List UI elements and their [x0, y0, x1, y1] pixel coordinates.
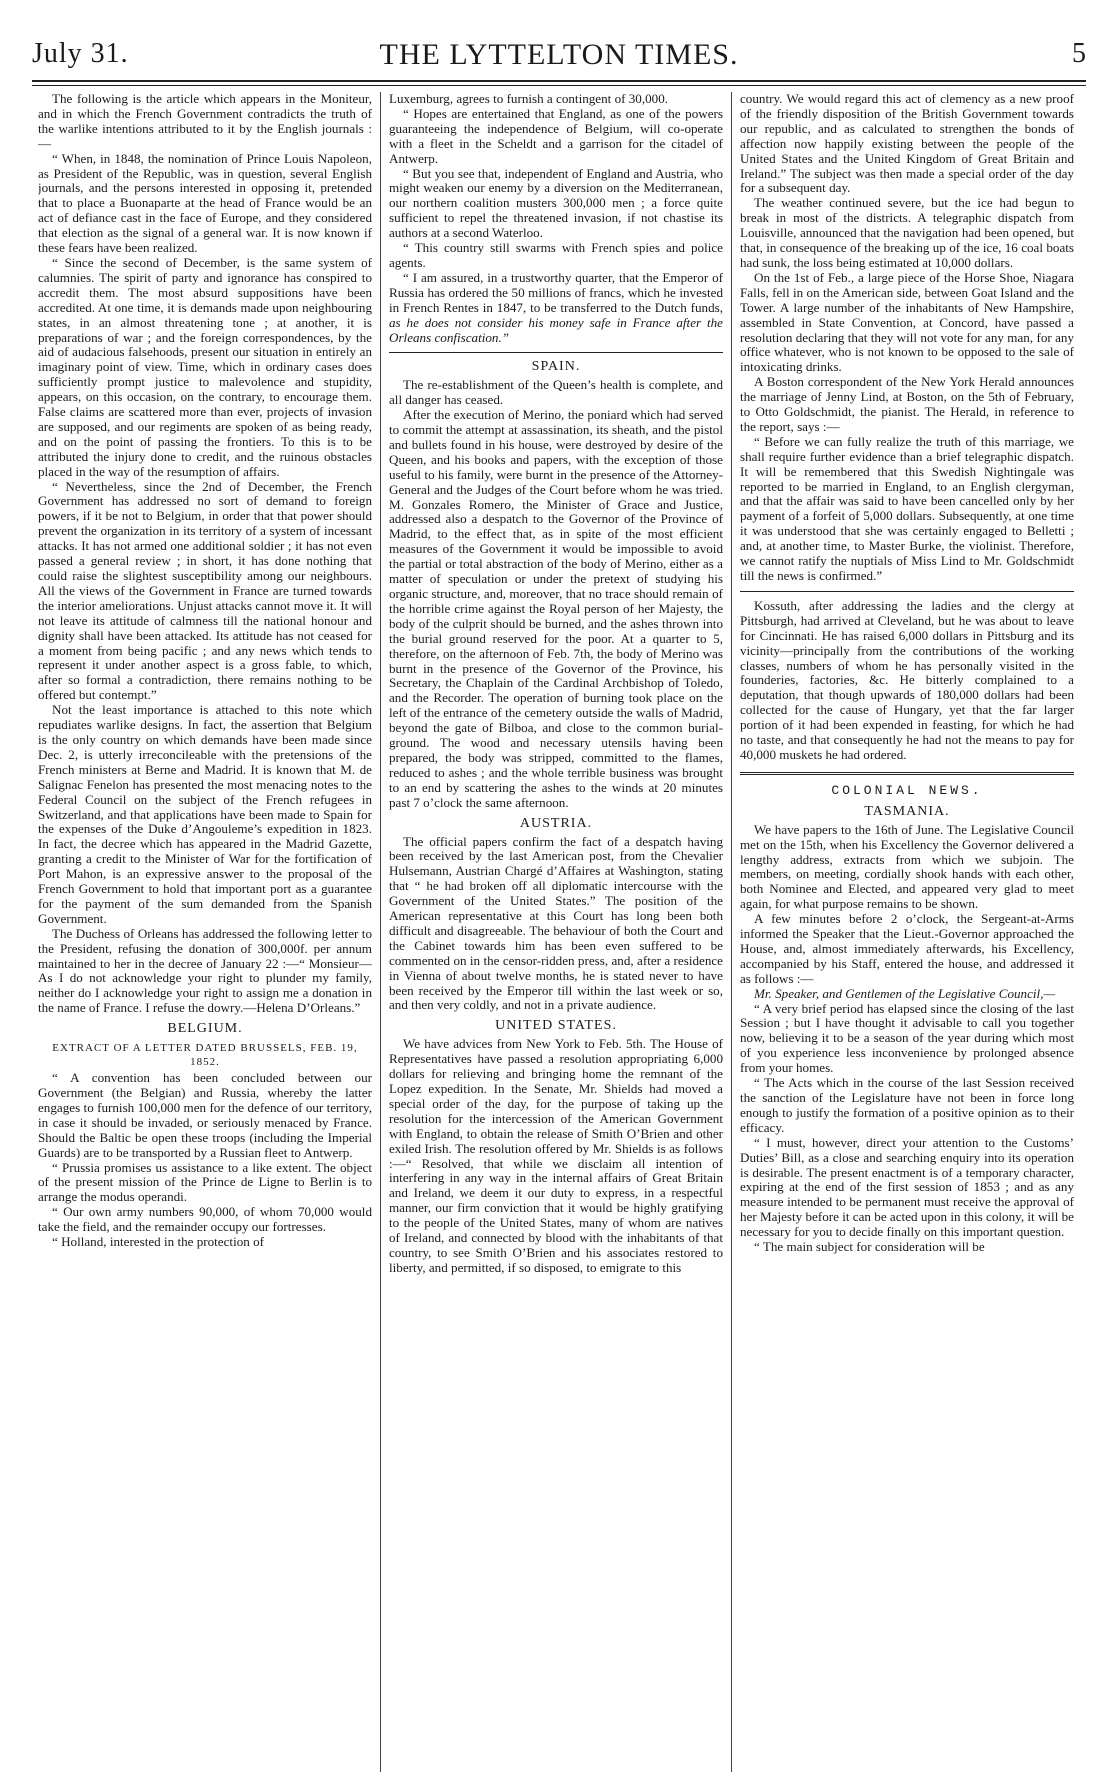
- paragraph: After the execution of Merino, the poniard which had served to commit the attempt at assassination, its sheath, and the pistol and bullets found in his house, were destroyed by desire of the Queen, and his books and papers, with the exception of those useful to his family, were burnt in the presence of the Attorney-General and the Judges of the Court before whom he was tried. M. Gonzales Romero, the Minister of Grace and Justice, addressed also a despatch to the Governor of the Province of Madrid, to the effect that, as in spite of the most efficient measures of the Government it would be impossible to avoid the partial or total abstraction of the body of Merino, either as a matter of speculation or under the pretext of studying his organic structure, and, moreover, that no trace should remain of the horrible crime against the Royal person of her Majesty, the body of the culprit should be burned, and the ashes thrown into the burial ground reserved for the poor. At a quarter to 5, therefore, on the afternoon of Feb. 7th, the body of Merino was burnt in the presence of the Governor of the Province, his Secretary, the Chaplain of the Cardinal Archbishop of Toledo, and the Recorder. The operation of burning took place on the left of the entrance of the cemetery outside the walls of Madrid, beyond the gate of Bilboa, and close to the common burial-ground. The wood and necessary utensils having been prepared, the body was stripped, committed to the flames, reduced to ashes ; and the whole terrible business was brought to an end by scattering the ashes to the winds at 20 minutes past 7 o’clock the same afternoon.: [389, 407, 723, 810]
- section-subheading: EXTRACT OF A LETTER DATED BRUSSELS, FEB. 19, 1852.: [52, 1042, 358, 1069]
- paragraph: A Boston correspondent of the New York Herald announces the marriage of Jenny Lind, at Boston, on the 5th of February, to Otto Goldschmidt, the pianist. The Herald, in reference to the report, says :—: [740, 374, 1074, 434]
- issue-date: July 31.: [32, 38, 129, 69]
- paragraph: “ This country still swarms with French spies and police agents.: [389, 240, 723, 270]
- paragraph: “ Since the second of December, is the same system of calumnies. The spirit of party and ignorance has conspired to accredit them. The most absurd suppositions have been accredited. At one time, it is demands made upon neighbouring states, in an almost threatening tone ; at another, it is preparations of war ; and the foreign correspondences, by the aid of audacious falsehoods, present our situation in entirely an imaginary point of view. Time, which in ordinary cases does sufficiently prompt justice to malevolence and stupidity, appears, on this occasion, on the contrary, to encourage them. False claims are scattered more than ever, projects of invasion are supposed, and our regiments are spoken of as being ready, and on the point of passing the frontiers. To this is to be attributed the injury done to credit, and the ruinous obstacles placed in the way of the resumption of affairs.: [38, 254, 372, 479]
- paragraph: country. We would regard this act of clemency as a new proof of the friendly disposition of the British Government towards our republic, and as calculated to strengthen the bonds of affection now happily existing between the people of the United States and the United Kingdom of Great Britain and Ireland.” The subject was then made a special order of the day for a subsequent day.: [740, 92, 1074, 196]
- column-divider: [380, 92, 381, 1772]
- section-heading-austria: AUSTRIA.: [519, 815, 593, 831]
- section-heading-belgium: BELGIUM.: [167, 1021, 243, 1037]
- paragraph: Not the least importance is attached to this note which repudiates warlike designs. In fact, the assertion that Belgium is the only country on which demands have been made since Dec. 2, is utterly irreconcileable with the pretensions of the French ministers at Berne and Madrid. It is known that M. de Salignac Fenelon has presented the most menacing notes to the Federal Council on the subject of the French refugees in Switzerland, and that applications have been made to Spain for the expenses of the Duke d’Angouleme’s expedition in 1823. In fact, the decree which has appeared in the Madrid Gazette, granting a credit to the Minister of War for the fortification of Port Mahon, is an expressive answer to the proposal of the French Government to hold that important port as a guarantee for the payment of the sum demanded from the Spanish Government.: [38, 702, 372, 926]
- paragraph: “ I must, however, direct your attention to the Customs’ Duties’ Bill, as a close and searching enquiry into its operation is desirable. The present enactment is of a temporary character, expiring at the end of the first session of 1853 ; and as any measure intended to be permanent must receive the approval of her Majesty before it can be acted upon in this colony, it will be necessary for you to decide finally on this important question.: [740, 1134, 1074, 1240]
- header-rule-thin: [32, 85, 1086, 86]
- paragraph: “ Hopes are entertained that England, as one of the powers guaranteeing the independence of Belgium, will co-operate with a fleet in the Scheldt and a garrison for the citadel of Antwerp.: [389, 105, 723, 166]
- section-heading-united-states: UNITED STATES.: [495, 1018, 617, 1034]
- paragraph: “ The Acts which in the course of the last Session received the sanction of the Legislature have not been in force long enough to justify the formation of a positive opinion as to their efficacy.: [740, 1075, 1074, 1135]
- section-rule: [740, 591, 1074, 592]
- paragraph: A few minutes before 2 o’clock, the Sergeant-at-Arms informed the Speaker that the Lieut.-Governor approached the House, and, almost immediately afterwards, his Excellency, accompanied by his Staff, entered the house, and addressed it as follows :—: [740, 911, 1074, 986]
- header-rule: [32, 80, 1086, 82]
- paragraph: We have advices from New York to Feb. 5th. The House of Representatives have passed a resolution appropriating 6,000 dollars for relieving and bringing home the remnant of the Lopez expedition. In the Senate, Mr. Shields had moved a special order of the day, for the purpose of taking up the resolution for the intercession of the American Government with England, to obtain the release of Smith O’Brien and other exiled Irish. The resolution offered by Mr. Shields is as follows :—“ Resolved, that while we disclaim all intention of interfering in any way in the internal affairs of Great Britain and Ireland, we deem it our duty to express, in a respectful manner, our firm conviction that it would be highly gratifying to the people of the United States, many of whom are natives of Ireland, and connected by blood with the inhabitants of that country, to see Smith O’Brien and his associates restored to liberty, and permitted, if so disposed, to emigrate to this: [389, 1036, 723, 1275]
- paragraph-text: “ I am assured, in a trustworthy quarter, that the Emperor of Russia has ordered the 50 millions of francs, which he invested in French Rentes in 1847, to be transferred to the Dutch funds,: [389, 269, 723, 315]
- paragraph: The re-establishment of the Queen’s health is complete, and all danger has ceased.: [389, 377, 723, 408]
- paragraph: “ Nevertheless, since the 2nd of December, the French Government has addressed no sort of demand to foreign powers, if it be not to Belgium, in order that that power should prevent the organization in its territory of a system of incessant attacks. It has not armed one additional soldier ; it has not even passed a general review ; in short, it has done nothing that could raise the slightest susceptibility among our neighbours. All the views of the Government in France are turned towards the interior ameliorations. Unjust attacks cannot move it. It will not leave its attitude of calmness till the national honour and dignity shall have been attacked. Its attitude has not ceased for a moment from being pacific ; and any news which tends to represent it under another aspect is a gross fable, to which, after so formal a contradiction, there remains nothing to be offered but contempt.”: [38, 478, 372, 703]
- paragraph: “ When, in 1848, the nomination of Prince Louis Napoleon, as President of the Republic, was in question, several English journals, and the persons interested in opposing it, pretended that to place a Buonaparte at the head of France would be an act of defiance cast in the face of Europe, and they considered that election as the signal of a general war. It is now known if these fears have been realized.: [38, 150, 372, 256]
- section-heading-colonial-news: COLONIAL NEWS.: [831, 782, 983, 798]
- paragraph: We have papers to the 16th of June. The Legislative Council met on the 15th, when his Excellency the Governor delivered a lengthy address, extracts from which we subjoin. The members, on meeting, cordially shook hands with each other, both Nominee and Elected, and appeared very glad to meet again, for what purpose remains to be shown.: [740, 821, 1074, 912]
- address-salutation: Mr. Speaker, and Gentlemen of the Legislative Council,—: [754, 985, 1056, 1001]
- paragraph: “ Our own army numbers 90,000, of whom 70,000 would take the field, and the remainder occupy our fortresses.: [38, 1204, 372, 1235]
- paragraph: [389, 271, 723, 346]
- masthead: [32, 34, 1086, 78]
- paragraph: “ A very brief period has elapsed since the closing of the last Session ; but I have thought it advisable to call you together now, believing it to be a season of the year during which most of you experience less inconvenience by prolonged absence from your homes.: [740, 1000, 1074, 1076]
- italic-text: as he does not consider his money safe in France after the Orleans confiscation.”: [389, 314, 723, 345]
- paragraph: “ Prussia promises us assistance to a like extent. The object of the present mission of the Prince de Ligne to Berlin is to arrange the modus operandi.: [38, 1159, 372, 1205]
- column-1: [38, 92, 372, 1772]
- paragraph: “ A convention has been concluded between our Government (the Belgian) and Russia, whereby the latter engages to furnish 100,000 men for the defence of our territory, in case it should be invaded, or seriously menaced by France. Should the Baltic be open these troops (including the Imperial Guards) are to be transported by a Russian fleet to Antwerp.: [38, 1070, 372, 1160]
- paragraph: “ Holland, interested in the protection of: [52, 1234, 264, 1250]
- section-heading-spain: SPAIN.: [531, 359, 581, 375]
- column-2: [389, 92, 723, 1772]
- section-rule-double: [740, 772, 1074, 775]
- newspaper-title: THE LYTTELTON TIMES.: [379, 38, 739, 71]
- paragraph: Luxemburg, agrees to furnish a contingent of 30,000.: [389, 92, 669, 106]
- paragraph: Kossuth, after addressing the ladies and the clergy at Pittsburgh, had arrived at Cleveland, but he was about to leave for Cincinnati. He has raised 6,000 dollars in Pittsburg and its vicinity—principally from the contributions of the working classes, numbers of whom he has personally visited in the founderies, factories, &c. He bitterly complained to a deputation, that though upwards of 180,000 dollars had been collected for the cause of Hungary, yet that the far larger portion of it had been expended in feasting, for which he had no taste, and that consequently he had not the means to pay for 40,000 muskets he had ordered.: [740, 597, 1074, 762]
- paragraph: “ The main subject for consideration will be: [754, 1239, 985, 1255]
- paragraph: The Duchess of Orleans has addressed the following letter to the President, refusing the donation of 300,000f. per annum maintained to her in the decree of January 22 :—“ Monsieur— As I do not acknowledge your right to plunder my family, neither do I acknowledge your right to assign me a donation in the name of France. I refuse the dowry.—Helena D’Orleans.”: [38, 925, 372, 1016]
- column-3: [740, 92, 1074, 1772]
- paragraph: The following is the article which appears in the Moniteur, and in which the French Government contradicts the truth of the warlike intentions attributed to it by the English journals :—: [38, 92, 372, 151]
- paragraph: The weather continued severe, but the ice had begun to break in most of the districts. A telegraphic dispatch from Louisville, announced that the navigation had been opened, but that, in consequence of the breaking up of the ice, 16 coal boats had sunk, the loss being estimated at 10,000 dollars.: [740, 195, 1074, 270]
- column-divider: [731, 92, 732, 1772]
- section-heading-tasmania: TASMANIA.: [864, 803, 950, 819]
- paragraph: “ Before we can fully realize the truth of this marriage, we shall require further evidence than a brief telegraphic dispatch. It will be remembered that this Swedish Nightingale was reported to be married in England, to an English clergyman, and that the affair was said to have been cancelled only by her payment of a forfeit of 5,000 dollars. Subsequently, at one time it was understood that she was certainly engaged to Belletti ; and, at another time, to Master Burke, the violinist. Therefore, we cannot ratify the nuptials of Miss Lind to Mr. Goldschmidt till the news is confirmed.”: [740, 433, 1074, 583]
- paragraph: “ But you see that, independent of England and Austria, who might weaken our enemy by a diversion on the Mediterranean, our northern coalition musters 300,000 men ; a force quite sufficient to repel the threatened invasion, if not chastise its authors at a second Waterloo.: [389, 165, 723, 241]
- page-number: 5: [1072, 38, 1086, 69]
- section-rule: [389, 352, 723, 353]
- paragraph: On the 1st of Feb., a large piece of the Horse Shoe, Niagara Falls, fell in on the American side, between Goat Island and the Tower. A large number of the inhabitants of New Hampshire, assembled in State Convention, at Concord, have passed a resolution declaring that they will not vote for any man, for any office whatever, who is not known to be opposed to the sale of intoxicating drinks.: [740, 269, 1074, 375]
- paragraph: The official papers confirm the fact of a despatch having been received by the last American post, from the Chevalier Hulsemann, Austrian Chargé d’Affaires at Washington, stating that “ he had broken off all diplomatic intercourse with the Government of the United States.” The position of the American representative at this Court has long been both difficult and disagreeable. The behaviour of both the Court and the Cabinet towards him has been even suffered to be commented on in the censor-ridden press, and, after a residence in Vienna of about twelve months, he is stated never to have been received by the Emperor till within the last week or so, and then very coldly, and not in a private audience.: [389, 833, 723, 1013]
